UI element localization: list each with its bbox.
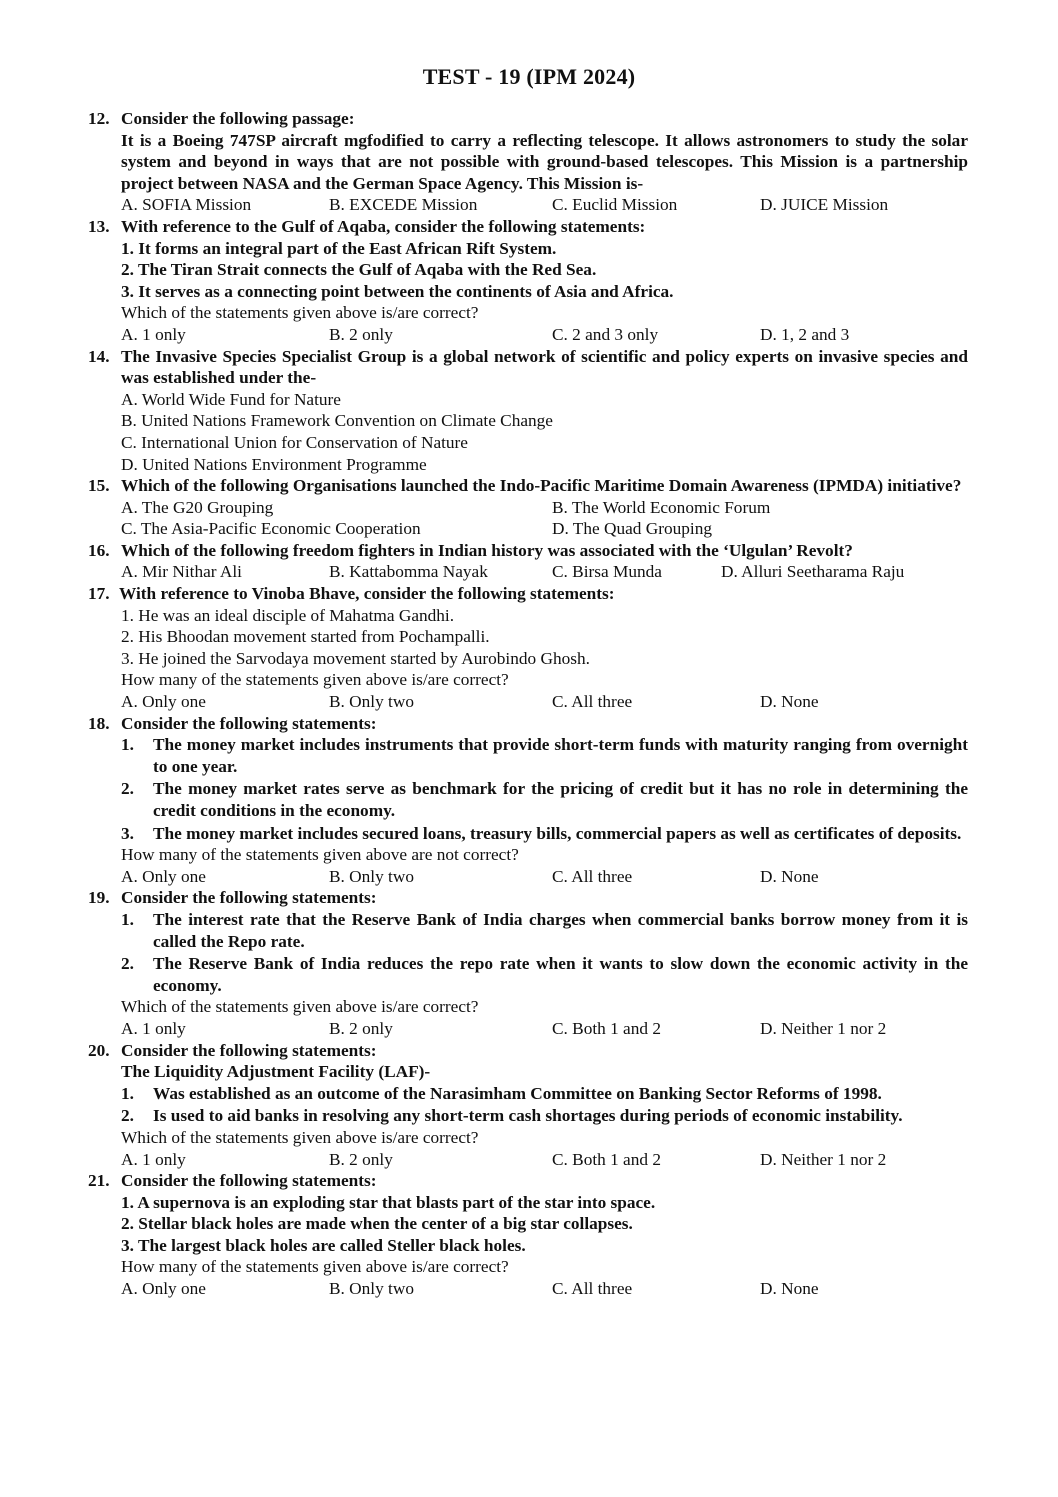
options-row <box>88 866 968 888</box>
option-a[interactable]: A. Mir Nithar Ali <box>121 562 242 582</box>
question-text: The Invasive Species Specialist Group is a global network of scientific and policy experts on invasive species and was established under the- <box>121 346 968 388</box>
option-d[interactable]: D. None <box>760 692 819 712</box>
statement <box>88 1105 968 1127</box>
question-prompt: Which of the statements given above is/are correct? <box>121 303 479 323</box>
options-row <box>88 497 968 519</box>
option-d[interactable]: D. None <box>760 866 819 886</box>
statement-number: 3. <box>121 823 134 843</box>
option-b[interactable]: B. Only two <box>329 866 414 886</box>
question-number: 19. <box>88 888 110 908</box>
question-text: Which of the following Organisations launched the Indo-Pacific Maritime Domain Awareness (IPMDA) initiative? <box>121 476 962 496</box>
option-d[interactable]: D. 1, 2 and 3 <box>760 324 850 344</box>
statement <box>88 823 968 845</box>
option-c[interactable]: C. International Union for Conservation of Nature <box>121 432 468 452</box>
option-d[interactable]: D. None <box>760 1279 819 1299</box>
statement: 3. The largest black holes are called Steller black holes. <box>121 1235 526 1255</box>
option-c[interactable]: C. 2 and 3 only <box>552 324 659 344</box>
question-prompt: Which of the statements given above is/are correct? <box>121 997 479 1017</box>
question-prompt: Which of the statements given above is/are correct? <box>121 1127 479 1147</box>
question-16 <box>88 540 968 583</box>
option-b[interactable]: B. 2 only <box>329 1149 393 1169</box>
option-d[interactable]: D. United Nations Environment Programme <box>121 454 427 474</box>
statement <box>88 778 968 821</box>
statement: 1. A supernova is an exploding star that blasts part of the star into space. <box>121 1192 656 1212</box>
page-title: TEST - 19 (IPM 2024) <box>422 64 636 89</box>
option-b[interactable]: B. 2 only <box>329 324 393 344</box>
option-d[interactable]: D. Alluri Seetharama Raju <box>721 562 905 582</box>
question-text: With reference to the Gulf of Aqaba, consider the following statements: <box>121 216 646 236</box>
option-c[interactable]: C. All three <box>552 692 633 712</box>
question-prompt: How many of the statements given above are not correct? <box>121 845 519 865</box>
statement: 3. He joined the Sarvodaya movement started by Aurobindo Ghosh. <box>121 648 590 668</box>
options-row <box>88 324 968 346</box>
question-number: 16. <box>88 540 110 560</box>
statement <box>88 909 968 952</box>
option-b[interactable]: B. EXCEDE Mission <box>329 195 478 215</box>
statement-text: The money market includes instruments that provide short-term funds with maturity ranging from overnight to one year. <box>153 735 968 776</box>
question-text: Consider the following statements: <box>121 888 377 908</box>
option-c[interactable]: C. Euclid Mission <box>552 195 678 215</box>
statement-number: 2. <box>121 954 134 974</box>
option-a[interactable]: A. Only one <box>121 1279 206 1299</box>
options-row <box>88 561 968 583</box>
statement: 3. It serves as a connecting point between the continents of Asia and Africa. <box>121 281 674 301</box>
option-d[interactable]: D. The Quad Grouping <box>552 519 712 539</box>
option-a[interactable]: A. Only one <box>121 692 206 712</box>
option-b[interactable]: B. Only two <box>329 1279 414 1299</box>
statement-text: Is used to aid banks in resolving any short-term cash shortages during periods of economic instability. <box>153 1106 903 1126</box>
question-text: Which of the following freedom fighters in Indian history was associated with the ‘Ulgulan’ Revolt? <box>121 540 853 560</box>
question-12 <box>88 108 968 216</box>
statement <box>88 953 968 996</box>
statement-number: 1. <box>121 735 134 755</box>
question-number: 18. <box>88 713 110 733</box>
option-d[interactable]: D. Neither 1 nor 2 <box>760 1149 887 1169</box>
statement-text: The money market rates serve as benchmark for the pricing of credit but it has no role in determining the credit conditions in the economy. <box>153 779 968 820</box>
options-row <box>88 1278 968 1300</box>
options-row <box>88 1018 968 1040</box>
options-row <box>88 691 968 713</box>
option-d[interactable]: D. Neither 1 nor 2 <box>760 1018 887 1038</box>
option-b[interactable]: B. Kattabomma Nayak <box>329 562 488 582</box>
question-15 <box>88 475 968 540</box>
question-prompt: How many of the statements given above is/are correct? <box>121 1257 509 1277</box>
statement: 1. It forms an integral part of the East African Rift System. <box>121 238 557 258</box>
option-c[interactable]: C. All three <box>552 866 633 886</box>
statement-text: The money market includes secured loans, treasury bills, commercial papers as well as certificates of deposits. <box>153 823 962 843</box>
option-a[interactable]: A. World Wide Fund for Nature <box>121 389 341 409</box>
option-a[interactable]: A. SOFIA Mission <box>121 195 252 215</box>
question-number: 15. <box>88 476 110 496</box>
question-number: 17. <box>88 584 110 604</box>
question-text: Consider the following statements: <box>121 1040 377 1060</box>
options-row <box>88 518 968 540</box>
option-b[interactable]: B. Only two <box>329 692 414 712</box>
statement: 2. Stellar black holes are made when the center of a big star collapses. <box>121 1214 633 1234</box>
question-14 <box>88 346 968 476</box>
question-18 <box>88 713 968 888</box>
option-b[interactable]: B. United Nations Framework Convention on Climate Change <box>121 411 553 431</box>
options-row <box>88 194 968 216</box>
statement <box>88 1083 968 1105</box>
statement-number: 2. <box>121 779 134 799</box>
question-text: Consider the following statements: <box>121 713 377 733</box>
question-number: 20. <box>88 1040 110 1060</box>
question-number: 13. <box>88 216 110 236</box>
question-21 <box>88 1170 968 1300</box>
question-number: 14. <box>88 346 110 366</box>
option-c[interactable]: C. Both 1 and 2 <box>552 1149 661 1169</box>
statement: 2. The Tiran Strait connects the Gulf of Aqaba with the Red Sea. <box>121 260 597 280</box>
question-text: Consider the following statements: <box>121 1171 377 1191</box>
statement-text: Was established as an outcome of the Narasimham Committee on Banking Sector Reforms of 1998. <box>153 1083 882 1103</box>
question-text: With reference to Vinoba Bhave, consider the following statements: <box>119 584 615 604</box>
question-20 <box>88 1040 968 1171</box>
statement <box>88 734 968 777</box>
options-row <box>88 1149 968 1171</box>
option-c[interactable]: C. Birsa Munda <box>552 562 662 582</box>
question-text: Consider the following passage: <box>121 109 355 128</box>
option-a[interactable]: A. 1 only <box>121 1018 186 1038</box>
option-a[interactable]: A. 1 only <box>121 1149 186 1169</box>
question-number: 12. <box>88 109 110 128</box>
question-17 <box>88 583 968 713</box>
statement-text: The interest rate that the Reserve Bank of India charges when commercial banks borrow money from it is called the Repo rate. <box>153 909 968 951</box>
option-c[interactable]: C. Both 1 and 2 <box>552 1018 661 1038</box>
question-list <box>88 108 968 1300</box>
question-19 <box>88 887 968 1039</box>
option-b[interactable]: B. 2 only <box>329 1018 393 1038</box>
passage-text: It is a Boeing 747SP aircraft mgfodified to carry a reflecting telescope. It allows astronomers to study the solar system and beyond in ways that are not possible with ground-based telescopes. This Mission is a partnership project between NASA and the German Space Agency. This Mission is- <box>121 130 968 193</box>
statement-number: 1. <box>121 909 134 929</box>
question-number: 21. <box>88 1171 110 1191</box>
option-c[interactable]: C. All three <box>552 1279 633 1299</box>
option-a[interactable]: A. Only one <box>121 866 206 886</box>
statement-number: 2. <box>121 1106 134 1126</box>
statement: 1. He was an ideal disciple of Mahatma Gandhi. <box>121 605 455 625</box>
option-a[interactable]: A. The G20 Grouping <box>121 497 274 517</box>
question-13 <box>88 216 968 346</box>
statement: 2. His Bhoodan movement started from Pochampalli. <box>121 627 490 647</box>
question-prompt: How many of the statements given above is/are correct? <box>121 670 509 690</box>
statement-text: The Reserve Bank of India reduces the repo rate when it wants to slow down the economic activity in the economy. <box>153 954 968 995</box>
option-a[interactable]: A. 1 only <box>121 324 186 344</box>
option-d[interactable]: D. JUICE Mission <box>760 195 889 215</box>
statement-number: 1. <box>121 1083 134 1103</box>
option-b[interactable]: B. The World Economic Forum <box>552 497 771 517</box>
option-c[interactable]: C. The Asia-Pacific Economic Cooperation <box>121 519 421 539</box>
statement-subject: The Liquidity Adjustment Facility (LAF)- <box>121 1062 431 1082</box>
